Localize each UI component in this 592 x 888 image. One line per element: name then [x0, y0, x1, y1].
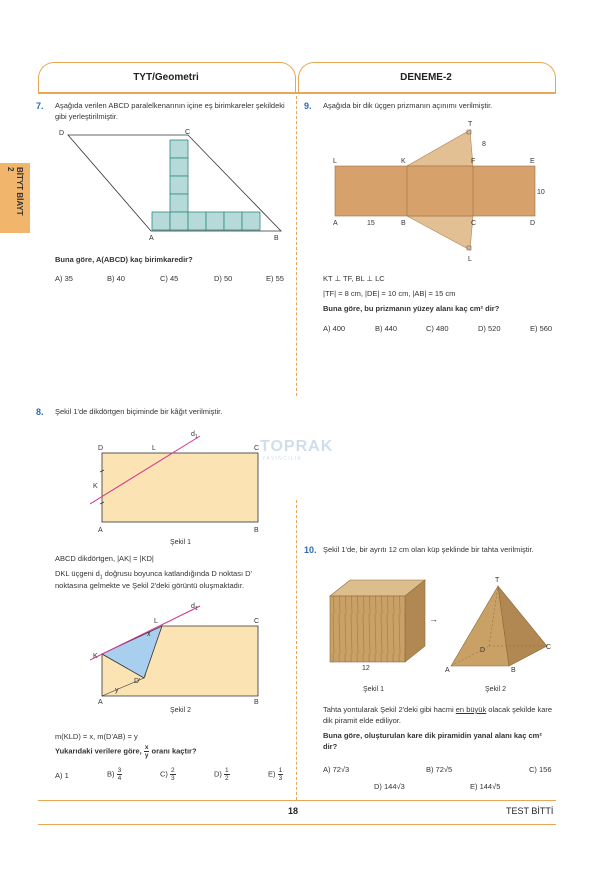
q10-pyr-label-b: B	[511, 667, 516, 674]
q10-number: 10.	[304, 545, 317, 555]
q7-text: Aşağıda verilen ABCD paralelkenarının içine eş birimkareler şekildeki gibi yerleştirilmiştir.	[55, 101, 285, 121]
q10-fig2-caption: Şekil 2	[485, 686, 507, 693]
q8-fig2-caption: Şekil 2	[170, 707, 192, 714]
q9-label-t: T	[468, 121, 473, 128]
q8-fig2-label-a: A	[98, 699, 103, 706]
q8-fig2-label-x: x	[147, 631, 151, 638]
q9-option-c[interactable]: C) 480	[426, 324, 449, 333]
q8-fig1-label-l: L	[152, 445, 156, 452]
header-underline	[38, 92, 556, 94]
q8-fig1-label-a: A	[98, 527, 103, 534]
q8-line-3: noktasına gelmekte ve Şekil 2'deki görüntü oluşmaktadır.	[55, 581, 245, 590]
side-tab	[0, 163, 30, 233]
q8-option-b[interactable]: B) $\frac{3}{4}$	[107, 767, 122, 782]
q10-cube-edge-label: 12	[362, 665, 370, 672]
q9-label-a: A	[333, 220, 338, 227]
watermark-text: TOPRAK	[260, 438, 334, 455]
q8-fig2-label-d-prime: D'	[134, 678, 141, 685]
q9-label-k: K	[401, 158, 406, 165]
q10-text-2: Tahta yontularak Şekil 2'deki gibi hacmi en büyük olacak şekilde kare dik piramit elde ediliyor.	[323, 705, 553, 725]
q8-option-d[interactable]: D) $\frac{1}{2}$	[214, 767, 229, 782]
q8-option-a[interactable]: A) 1	[55, 771, 69, 780]
q8-fig1-caption: Şekil 1	[170, 539, 192, 546]
q7-label-d: D	[59, 130, 65, 137]
q10-pyr-label-d: D	[480, 647, 486, 654]
q7-number: 7.	[36, 101, 44, 111]
q8-fig2-label-c: C	[254, 618, 260, 625]
q8-option-c[interactable]: C) $\frac{2}{3}$	[160, 767, 175, 782]
q7-label-a: A	[149, 235, 154, 242]
q10-option-c[interactable]: C) 156	[529, 765, 552, 774]
q7-option-e[interactable]: E) 55	[266, 274, 284, 283]
q9-label-l-bottom: L	[468, 256, 472, 263]
page-number: 18	[288, 806, 299, 816]
q7-option-c[interactable]: C) 45	[160, 274, 179, 283]
q9-condition-2: |TF| = 8 cm, |DE| = 10 cm, |AB| = 15 cm	[323, 289, 456, 298]
q9-text: Aşağıda bir dik üçgen prizmanın açınımı verilmiştir.	[323, 101, 493, 110]
q9-question: Buna göre, bu prizmanın yüzey alanı kaç cm² dir?	[323, 304, 500, 313]
q9-label-l-top: L	[333, 158, 337, 165]
q7-option-b[interactable]: B) 40	[107, 274, 125, 283]
q9-top-triangle	[407, 130, 476, 166]
q8-fig1-label-d: D	[98, 445, 104, 452]
q10-pyr-label-c: C	[546, 644, 552, 651]
q10-text: Şekil 1'de, bir ayrıtı 12 cm olan küp şeklinde bir tahta verilmiştir.	[323, 545, 534, 554]
q7-label-c: C	[185, 129, 191, 136]
q10-arrow-icon: →	[429, 614, 438, 624]
q8-fig2-label-b: B	[254, 699, 259, 706]
q10-pyr-label-a: A	[445, 667, 450, 674]
q7-figure	[55, 126, 290, 246]
q8-fig2-label-d1: $d_1$	[191, 603, 198, 612]
test-end-label: TEST BİTTİ	[506, 806, 554, 816]
q9-bottom-triangle	[407, 216, 473, 250]
footer-line-bottom	[38, 824, 556, 825]
q8-fig2-label-l: L	[154, 618, 158, 625]
q8-question: Yukarıdaki verilere göre, $\frac{x}{y}$ oranı kaçtır?	[55, 744, 197, 759]
q9-label-d: D	[530, 220, 536, 227]
q7-option-d[interactable]: D) 50	[214, 274, 233, 283]
q9-condition-1: KT ⊥ TF, BL ⊥ LC	[323, 274, 385, 283]
q7-option-a[interactable]: A) 35	[55, 274, 73, 283]
q9-number: 9.	[304, 101, 312, 111]
q10-option-e[interactable]: E) 144√5	[470, 782, 501, 791]
q10-fig1-caption: Şekil 1	[363, 686, 385, 693]
column-separator-bottom	[296, 500, 297, 800]
q8-angles: m(KLD) = x, m(D'AB) = y	[55, 732, 138, 741]
side-tab-text: BİTYT BİAYT 2	[6, 167, 24, 216]
q9-label-b: B	[401, 220, 406, 227]
q8-fig2-label-k: K	[93, 653, 98, 660]
q7-question: Buna göre, A(ABCD) kaç birimkaredir?	[55, 255, 193, 264]
q9-net-figure	[325, 118, 560, 266]
q9-option-e[interactable]: E) 560	[530, 324, 553, 333]
q8-fig1-label-b: B	[254, 527, 259, 534]
q8-fig2-label-y: y	[115, 687, 119, 694]
q8-option-e[interactable]: E) $\frac{1}{3}$	[268, 767, 283, 782]
q9-label-10: 10	[537, 189, 545, 196]
q8-fig1-label-k: K	[93, 483, 98, 490]
q8-line-1: ABCD dikdörtgen, |AK| = |KD|	[55, 554, 154, 563]
q10-figures	[325, 574, 560, 696]
q10-option-d[interactable]: D) 144√3	[374, 782, 405, 791]
q10-pyr-label-t: T	[495, 577, 500, 584]
q9-option-b[interactable]: B) 440	[375, 324, 398, 333]
q9-rect-strip	[335, 166, 535, 216]
q7-label-b: B	[274, 235, 279, 242]
q9-label-e: E	[530, 158, 535, 165]
watermark-subtext: Y A Y I N C I L I K	[262, 456, 302, 462]
q9-label-c: C	[471, 220, 477, 227]
q8-number: 8.	[36, 407, 44, 417]
q8-fig1-label-d1: $d_1$	[191, 431, 198, 440]
q10-option-a[interactable]: A) 72√3	[323, 765, 350, 774]
q9-option-d[interactable]: D) 520	[478, 324, 501, 333]
header-left-title: TYT/Geometri	[133, 72, 199, 83]
q8-figure-2	[90, 596, 280, 716]
q8-fig1-label-c: C	[254, 445, 260, 452]
q10-question: Buna göre, oluşturulan kare dik piramidin yanal alanı kaç cm² dir?	[323, 731, 542, 751]
q9-option-a[interactable]: A) 400	[323, 324, 346, 333]
q8-text: Şekil 1'de dikdörtgen biçiminde bir kâğıt verilmiştir.	[55, 407, 223, 416]
q9-label-15: 15	[367, 220, 375, 227]
q10-option-b[interactable]: B) 72√5	[426, 765, 453, 774]
column-separator-top	[296, 96, 297, 396]
q10-cube-front	[330, 596, 405, 662]
q8-line-2: DKL üçgeni $d_1$ doğrusu boyunca katlandığında D noktası D'	[55, 569, 252, 581]
footer-line-top	[38, 800, 556, 801]
header-right-title: DENEME-2	[400, 72, 452, 83]
q9-label-8: 8	[482, 141, 486, 148]
q8-figure-1	[90, 426, 280, 546]
q9-label-f: F	[471, 158, 476, 165]
